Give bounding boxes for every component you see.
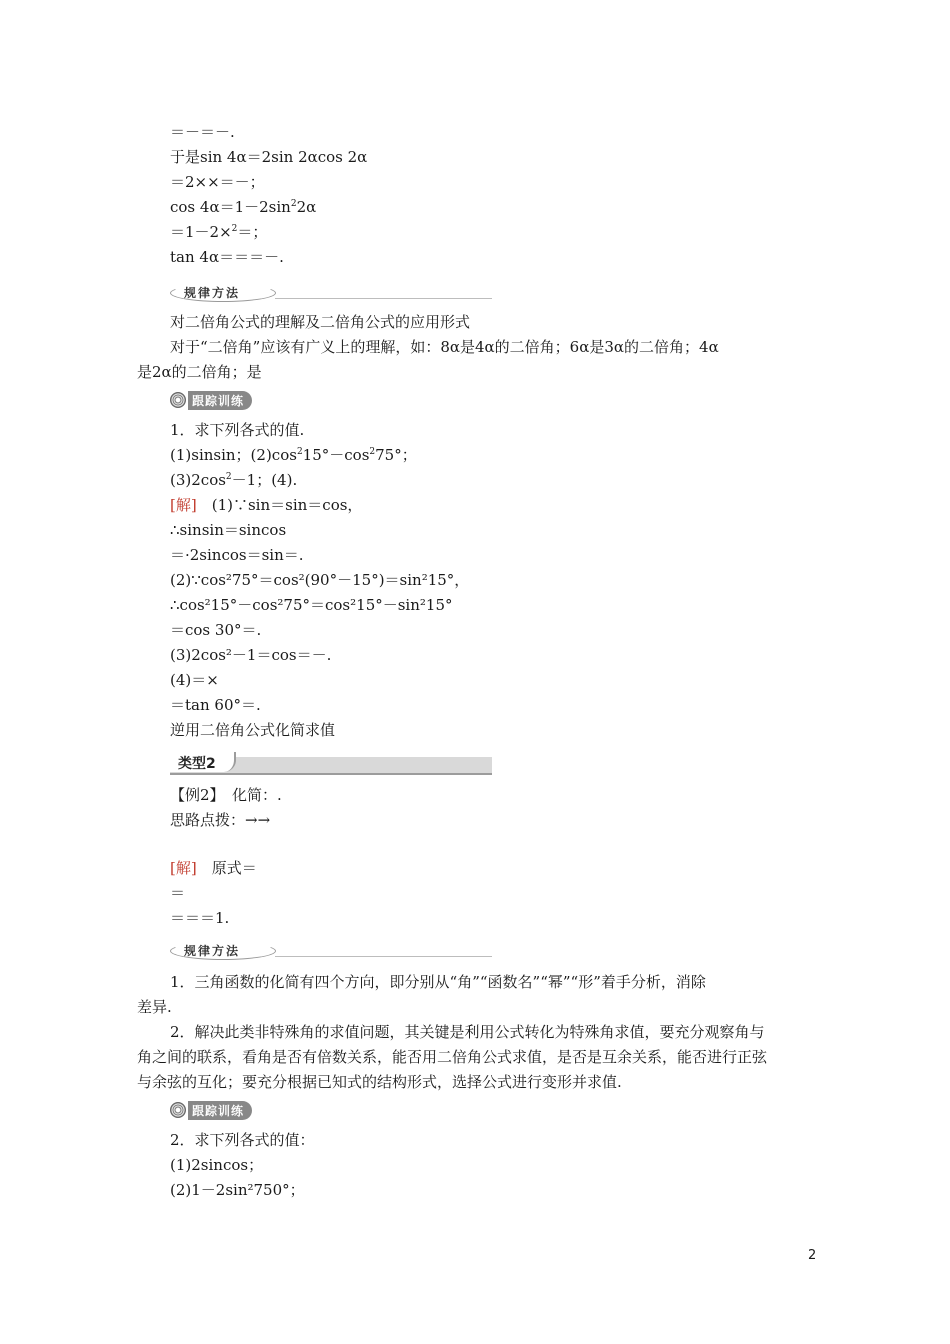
method-badge [170, 282, 254, 302]
equation-line [170, 222, 267, 242]
section-title: 对二倍角公式的理解及二倍角公式的应用形式 [170, 313, 471, 331]
target-icon [170, 392, 186, 408]
practice-badge [170, 390, 252, 410]
solution-line: ＝ [170, 884, 186, 902]
solution-tag: [解] [170, 496, 197, 514]
question-items [170, 470, 297, 490]
question-item: (1)2sincos； [170, 1156, 264, 1174]
solution-line: ＝cos 30°＝. [170, 621, 262, 639]
badge-label: 规律方法 [184, 943, 241, 958]
solution-tag: [解] [170, 859, 197, 877]
text: ＝1－2× [170, 223, 232, 241]
solution-line: (2)∵cos²75°＝cos²(90°－15°)＝sin²15°， [170, 571, 470, 589]
equation-line: ＝－＝－. [170, 123, 235, 141]
question-item: (2)1－2sin²750°； [170, 1181, 305, 1199]
solution-line [170, 858, 257, 878]
solution-line: ∴cos²15°－cos²75°＝cos²15°－sin²15° [170, 596, 453, 614]
badge-label: 跟踪训练 [188, 391, 252, 410]
text: (3)2cos [170, 471, 226, 489]
equation-line: 于是sin 4α＝2sin 2αcos 2α [170, 148, 368, 166]
solution-line: ＝tan 60°＝. [170, 696, 261, 714]
paragraph-line: 是2α的二倍角；是 [137, 363, 262, 381]
text: cos 4α＝1－2sin [170, 198, 291, 216]
text: (1)∵sin＝sin＝cos， [211, 496, 363, 514]
paragraph-line: 与余弦的互化；要充分根据已知式的结构形式，选择公式进行变形并求值. [137, 1073, 622, 1091]
question: 2．求下列各式的值： [170, 1131, 315, 1149]
example-heading: 【例2】 化简：. [170, 786, 282, 804]
paragraph-line: 对于“二倍角”应该有广义上的理解，如：8α是4α的二倍角；6α是3α的二倍角；4α [170, 338, 719, 356]
question-items [170, 445, 417, 465]
text: ＝； [237, 223, 268, 241]
section-title: 逆用二倍角公式化简求值 [170, 721, 336, 739]
paragraph-line: 角之间的联系，看角是否有倍数关系，能否用二倍角公式求值，是否是互余关系，能否进行正弦 [137, 1048, 768, 1066]
superscript: 2 [290, 199, 297, 209]
paragraph-line: 2．解决此类非特殊角的求值问题，其关键是利用公式转化为特殊角求值，要充分观察角与 [170, 1023, 765, 1041]
text: 2α [296, 198, 317, 216]
divider [275, 956, 492, 957]
question: 1．求下列各式的值. [170, 421, 305, 439]
paragraph-line: 差异. [137, 998, 172, 1016]
equation-line [170, 197, 316, 217]
badge-label: 规律方法 [184, 285, 241, 300]
solution-line [170, 495, 362, 515]
text: －1；(4). [231, 471, 298, 489]
type-label: 类型2 [178, 756, 216, 772]
superscript: 2 [225, 472, 232, 482]
method-badge [170, 940, 254, 960]
equation-line: tan 4α＝＝＝－. [170, 248, 284, 266]
badge-label: 跟踪训练 [188, 1101, 252, 1120]
superscript: 2 [296, 447, 303, 457]
superscript: 2 [369, 447, 376, 457]
solution-line: (4)＝× [170, 671, 219, 689]
paragraph-line: 1．三角函数的化简有四个方向，即分别从“角”“函数名”“幂”“形”着手分析，消除 [170, 973, 706, 991]
practice-badge [170, 1100, 252, 1120]
superscript: 2 [231, 224, 238, 234]
solution-line: (3)2cos²－1＝cos＝－. [170, 646, 332, 664]
target-icon [170, 1102, 186, 1118]
solution-line: ＝·2sincos＝sin＝. [170, 546, 304, 564]
text: 原式＝ [211, 859, 257, 877]
hint-line: 思路点拨：→→ [170, 811, 271, 829]
solution-line: ∴sinsin＝sincos [170, 521, 287, 539]
page-number: 2 [808, 1248, 817, 1263]
text: (1)sinsin；(2)cos [170, 446, 297, 464]
equation-line: ＝2××＝－； [170, 173, 265, 191]
divider [275, 298, 492, 299]
text: 75°； [375, 446, 417, 464]
text: 15°－cos [302, 446, 370, 464]
solution-line: ＝＝＝1. [170, 909, 230, 927]
